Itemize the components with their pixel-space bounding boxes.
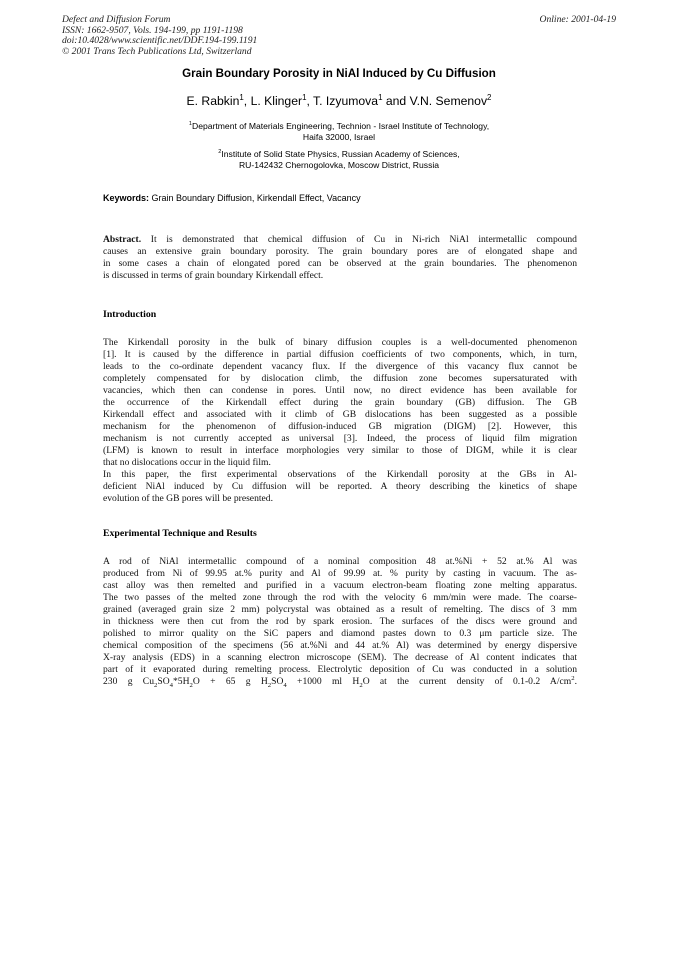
formula-text: . [574,676,577,687]
formula-text: SO [157,676,170,687]
formula-text: *5H [172,676,190,687]
author-affiliation-mark: 1 [239,92,244,102]
issn-line: ISSN: 1662-9507, Vols. 194-199, pp 1191-1198 [62,24,243,36]
formula-subscript: 2 [267,681,272,689]
text-line: in thickness were then cut from the rod by spark erosion. The surfaces of the discs were ground and [103,616,577,627]
text-line: leads to the co-ordinate dependent vacancy flux. If the divergence of this vacancy flux cannot be [103,361,577,372]
formula-subscript: 2 [189,681,193,689]
section-heading-experimental: Experimental Technique and Results [103,528,257,539]
author-affiliation-mark: 1 [378,92,383,102]
text-line: the occurrence of the Kirkendall effect during the grain boundary (GB) diffusion. The GB [103,397,577,408]
keywords-label: Keywords: [103,193,150,203]
author-separator: and [382,94,410,108]
affiliation-line: Department of Materials Engineering, Technion - Israel Institute of Technology, [191,121,490,131]
keywords [103,193,361,204]
affiliation-mark: 1 [188,121,192,128]
experimental-body [103,556,577,688]
formula-superscript: 2 [571,674,575,682]
formula-text: 230 g Cu [103,676,154,687]
text-line: mechanism for the phenomenon of diffusion-induced GB migration (DIGM) [2]. However, this [103,421,577,432]
formula-text: +1000 ml H [286,676,360,687]
keywords-text: Grain Boundary Diffusion, Kirkendall Effect, Vacancy [151,193,361,203]
affiliation-mark: 2 [218,149,222,156]
author-name: V.N. Semenov [409,94,488,108]
doi-line: doi:10.4028/www.scientific.net/DDF.194-199.1191 [62,35,258,47]
journal-name: Defect and Diffusion Forum [62,14,171,25]
formula-text: O + 65 g H [192,676,268,687]
text-line: that no dislocations occur in the liquid film. [103,457,271,468]
text-line: completely compensated for by dislocation climb, the diffusion zone becomes supersaturated with [103,373,577,384]
author-name: L. Klinger [250,94,303,108]
formula-subscript: 4 [169,681,173,689]
text-line: The Kirkendall porosity in the bulk of binary diffusion couples is a well-documented phenomenon [103,337,577,348]
affiliation-line: RU-142432 Chernogolovka, Moscow District, Russia [238,160,440,170]
abstract-line [103,234,577,246]
introduction-body [103,337,577,505]
paper-title: Grain Boundary Porosity in NiAl Induced by Cu Diffusion [182,67,496,80]
text-line: polished to mirror quality on the SiC papers and diamond pastes down to 0.3 μm particle size. The [103,628,577,639]
online-date: Online: 2001-04-19 [539,14,616,25]
author-name: E. Rabkin [186,94,240,108]
journal-header [62,15,257,57]
text-line: mechanism is not currently accepted as universal [3]. Indeed, the process of liquid film migration [103,433,577,444]
formula-subscript: 4 [283,681,287,689]
text-line: vacancies, which then can condense in pores. Until now, no direct evidence has been available for [103,385,577,396]
text-line: deficient NiAl induced by Cu diffusion will be reported. A theory describing the kinetics of shape [103,481,577,492]
abstract-line-text: It is demonstrated that chemical diffusion of Cu in Ni-rich NiAl intermetallic compound [150,234,577,245]
abstract-label: Abstract. [103,234,142,245]
text-line: In this paper, the first experimental observations of the Kirkendall porosity at the GBs in Al- [103,469,577,480]
text-line: X-ray analysis (EDS) in a scanning electron microscope (SEM). The decrease of Al content indicates that [103,652,577,663]
text-line: evolution of the GB pores will be presented. [103,493,273,504]
author-list [0,94,678,109]
author-affiliation-mark: 1 [302,92,307,102]
text-line: cast alloy was then remelted and purified in a vacuum electron-beam floating zone melting apparatus. [103,580,577,591]
text-line: The two passes of the melted zone through the rod with the velocity 6 mm/min were made. The coarse- [103,592,577,603]
text-line: (LFM) is known to result in interface morphologies very similar to those of DIGM, while it is clear [103,445,577,456]
text-line: [1]. It is caused by the difference in partial diffusion coefficients of two components, which, in turn, [103,349,577,360]
abstract-line: is discussed in terms of grain boundary Kirkendall effect. [103,270,324,281]
text-line: grained (averaged grain size 2 mm) polycrystal was obtained as a result of remelting. The discs of 3 mm [103,604,577,615]
formula-text: SO [271,676,284,687]
author-affiliation-mark: 2 [487,92,492,102]
formula-line [103,676,577,688]
copyright-line: © 2001 Trans Tech Publications Ltd, Switzerland [62,45,252,57]
text-line: A rod of NiAl intermetallic compound of a nominal composition 48 at.%Ni + 52 at.% Al was [103,556,577,567]
author-separator: , [243,94,251,108]
section-heading-introduction: Introduction [103,309,157,320]
abstract [103,234,577,282]
affiliation-2 [0,149,678,171]
text-line: chemical composition of the specimens (56 at.%Ni and 44 at.% Al) was determined by energy dispersive [103,640,577,651]
affiliation-1 [0,121,678,143]
formula-subscript: 2 [359,681,363,689]
text-line: Kirkendall effect and associated with it climb of GB dislocations has been suggested as a possible [103,409,577,420]
formula-subscript: 2 [154,681,158,689]
abstract-line: in some cases a chain of elongated pored can be observed at the grain boundaries. The phenomenon [103,258,577,269]
formula-text: O at the current density of 0.1-0.2 A/cm [362,676,572,687]
affiliation-line: Institute of Solid State Physics, Russian Academy of Sciences, [221,149,460,159]
affiliation-line: Haifa 32000, Israel [302,132,376,142]
text-line: part of it evaporated during remelting process. Electrolytic deposition of Cu was conducted in a solution [103,664,577,675]
abstract-line: causes an extensive grain boundary porosity. The grain boundary pores are of elongated shape and [103,246,577,257]
text-line: produced from Ni of 99.95 at.% purity and Al of 99.99 at. % purity by casting in vacuum. The as- [103,568,577,579]
author-name: T. Izyumova [313,94,379,108]
author-separator: , [306,94,314,108]
